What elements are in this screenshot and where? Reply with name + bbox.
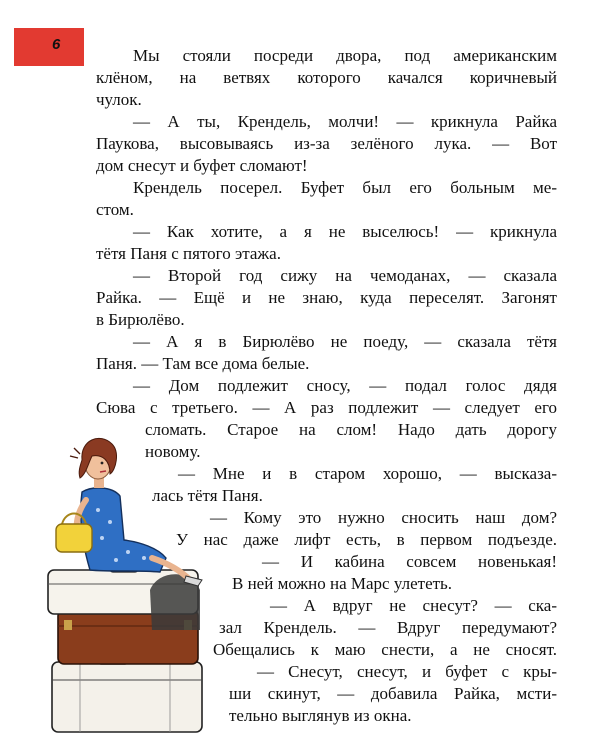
text-line: Крендель посерел. Буфет был его больным ме- xyxy=(133,178,557,197)
text-line: в Бирюлёво. xyxy=(96,310,185,329)
text-line: чулок. xyxy=(96,90,142,109)
text-line: клёном, на ветвях которого качался коричневый xyxy=(96,68,557,87)
text-line: стом. xyxy=(96,200,134,219)
text-line: ши скинут, — добавила Райка, мсти- xyxy=(229,684,557,703)
text-line: — И кабина совсем новенькая! xyxy=(262,552,557,571)
text-line: Паня. — Там все дома белые. xyxy=(96,354,310,373)
text-line: — А я в Бирюлёво не поеду, — сказала тётя xyxy=(133,332,557,351)
text-line: зал Крендель. — Вдруг передумают? xyxy=(219,618,557,637)
text-line: Мы стояли посреди двора, под американским xyxy=(133,46,557,65)
text-line: новому. xyxy=(145,442,201,461)
text-line: У нас даже лифт есть, в первом подъезде. xyxy=(176,530,557,549)
text-line: лась тётя Паня. xyxy=(152,486,263,505)
text-line: тётя Паня с пятого этажа. xyxy=(96,244,281,263)
text-line: — Кому это нужно сносить наш дом? xyxy=(210,508,557,527)
text-line: тельно выглянув из окна. xyxy=(229,706,412,725)
text-line: сломать. Старое на слом! Надо дать дорогу xyxy=(145,420,557,439)
bottom-suitcase xyxy=(52,654,202,732)
text-line: — Мне и в старом хорошо, — высказа- xyxy=(178,464,557,483)
text-line: Райка. — Ещё и не знаю, куда переселят. Загонят xyxy=(96,288,557,307)
text-line: Обещались к маю снести, а не сносят. xyxy=(213,640,557,659)
text-line: — Второй год сижу на чемоданах, — сказала xyxy=(133,266,557,285)
page-number: 6 xyxy=(52,36,61,53)
text-line: Сюва с третьего. — А раз подлежит — следует его xyxy=(96,398,557,417)
page-number-badge xyxy=(14,28,84,66)
text-line: Паукова, высовываясь из-за зелёного лука. — Вот xyxy=(96,134,557,153)
text-line: — Как хотите, а я не выселюсь! — крикнула xyxy=(133,222,557,241)
text-line: — А ты, Крендель, молчи! — крикнула Райка xyxy=(133,112,557,131)
text-line: — А вдруг не снесут? — ска- xyxy=(270,596,557,615)
text-line: — Дом подлежит сносу, — подал голос дядя xyxy=(133,376,557,395)
text-line: дом снесут и буфет сломают! xyxy=(96,156,308,175)
text-line: В ней можно на Марс улететь. xyxy=(232,574,453,593)
text-line: — Снесут, снесут, и буфет с кры- xyxy=(257,662,557,681)
